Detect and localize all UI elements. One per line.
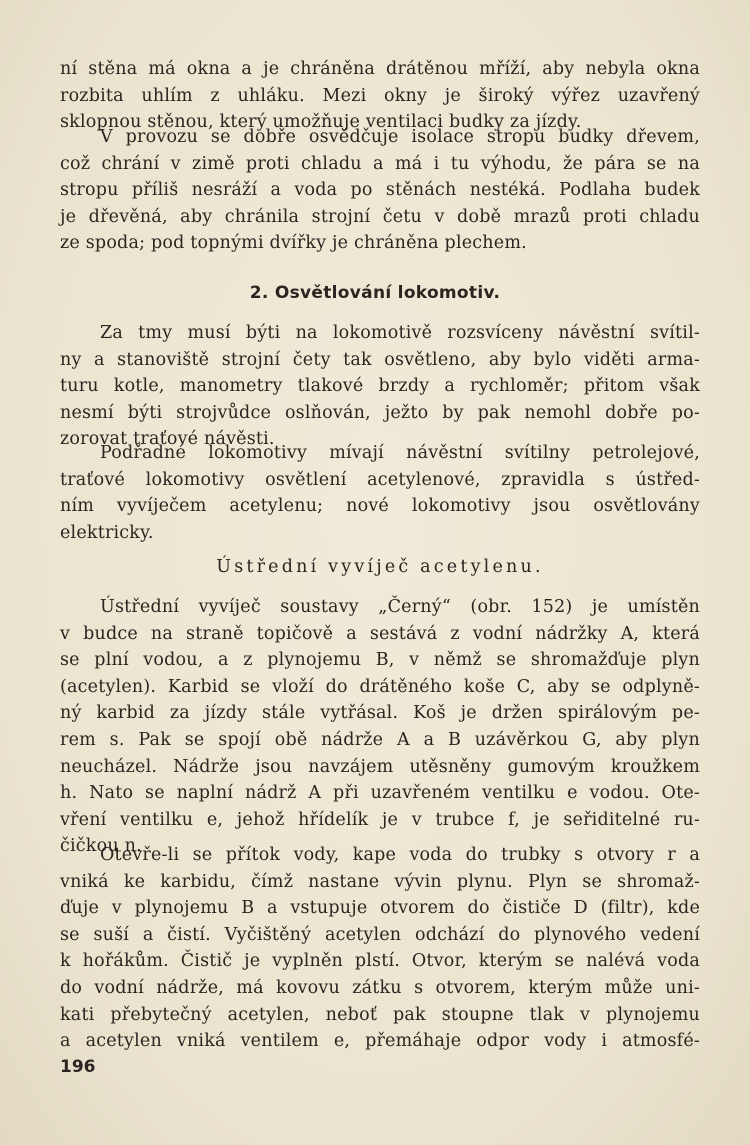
- text-line: čičkou n.: [60, 836, 142, 857]
- text-line: (acetylen). Karbid se vloží do drátěného koše C, aby se odplyně-: [60, 676, 700, 697]
- text-line: traťové lokomotivy osvětlení acetylenové, zpravidla s ústřed-: [60, 469, 700, 490]
- text-line: ním vyvíječem acetylenu; nové lokomotivy jsou osvětlovány: [60, 496, 700, 517]
- text-line: a acetylen vniká ventilem e, přemáhaje odpor vody i atmosfé-: [60, 1031, 700, 1052]
- subsection-heading: Ústřední vyvíječ acetylenu.: [216, 557, 544, 577]
- text-line: Za tmy musí býti na lokomotivě rozsvíceny návěstní svítil-: [100, 323, 700, 343]
- text-line: neucházel. Nádrže jsou navzájem utěsněny gumovým kroužkem: [60, 756, 700, 777]
- paragraph-5: [60, 842, 700, 1055]
- text-line: v budce na straně topičově a sestává z vodní nádržky A, která: [60, 623, 700, 644]
- paragraph-2: [60, 320, 700, 453]
- text-line: elektricky.: [60, 522, 154, 543]
- text-line: Podřadné lokomotivy mívají návěstní svítilny petrolejové,: [100, 443, 700, 463]
- text-line: Ústřední vyvíječ soustavy „Černý“ (obr. 152) je umístěn: [100, 597, 700, 617]
- text-line: sklopnou stěnou, který umožňuje ventilaci budky za jízdy.: [60, 112, 582, 133]
- text-line: V provozu se dobře osvědčuje isolace stropu budky dřevem,: [100, 127, 700, 147]
- paragraph-4: [60, 594, 700, 860]
- text-line: do vodní nádrže, má kovovu zátku s otvorem, kterým může uni-: [60, 977, 700, 998]
- text-line: stropu příliš nesráží a voda po stěnách nestéká. Podlaha budek: [60, 180, 700, 201]
- text-line: h. Nato se naplní nádrž A při uzavřeném ventilku e vodou. Ote-: [60, 783, 700, 804]
- text-line: ďuje v plynojemu B a vstupuje otvorem do čističe D (filtr), kde: [60, 898, 700, 919]
- text-line: Otevře-li se přítok vody, kape voda do trubky s otvory r a: [100, 845, 700, 865]
- text-line: ný karbid za jízdy stále vytřásal. Koš je držen spirálovým pe-: [60, 703, 700, 724]
- text-line: rozbita uhlím z uhláku. Mezi okny je široký výřez uzavřený: [60, 85, 700, 106]
- page-number: 196: [60, 1057, 96, 1077]
- paragraph-1: [60, 124, 700, 257]
- text-line: je dřevěná, aby chránila strojní četu v době mrazů proti chladu: [60, 206, 700, 227]
- text-line: turu kotle, manometry tlakové brzdy a rychloměr; přitom však: [60, 376, 700, 397]
- text-line: vření ventilku e, jehož hřídelík je v trubce f, je seřiditelné ru-: [60, 809, 700, 830]
- text-line: ny a stanoviště strojní čety tak osvětleno, aby bylo viděti arma-: [60, 349, 700, 370]
- text-line: vniká ke karbidu, čímž nastane vývin plynu. Plyn se shromaž-: [60, 871, 700, 892]
- text-line: zorovat traťové návěsti.: [60, 429, 275, 450]
- text-line: rem s. Pak se spojí obě nádrže A a B uzávěrkou G, aby plyn: [60, 729, 700, 750]
- text-line: k hořákům. Čistič je vyplněn plstí. Otvor, kterým se nalévá voda: [60, 951, 700, 972]
- text-line: což chrání v zimě proti chladu a má i tu výhodu, že pára se na: [60, 153, 700, 174]
- section-heading: 2. Osvětlování lokomotiv.: [249, 283, 501, 303]
- text-line: se plní vodou, a z plynojemu B, v němž se shromažďuje plyn: [60, 650, 700, 671]
- text-line: nesmí býti strojvůdce oslňován, ježto by pak nemohl dobře po-: [60, 402, 700, 423]
- text-line: ze spoda; pod topnými dvířky je chráněna plechem.: [60, 233, 527, 254]
- paragraph-3: [60, 440, 700, 546]
- text-line: se suší a čistí. Vyčištěný acetylen odchází do plynového vedení: [60, 924, 700, 945]
- text-line: ní stěna má okna a je chráněna drátěnou mříží, aby nebyla okna: [60, 59, 700, 79]
- text-line: kati přebytečný acetylen, neboť pak stoupne tlak v plynojemu: [60, 1004, 700, 1025]
